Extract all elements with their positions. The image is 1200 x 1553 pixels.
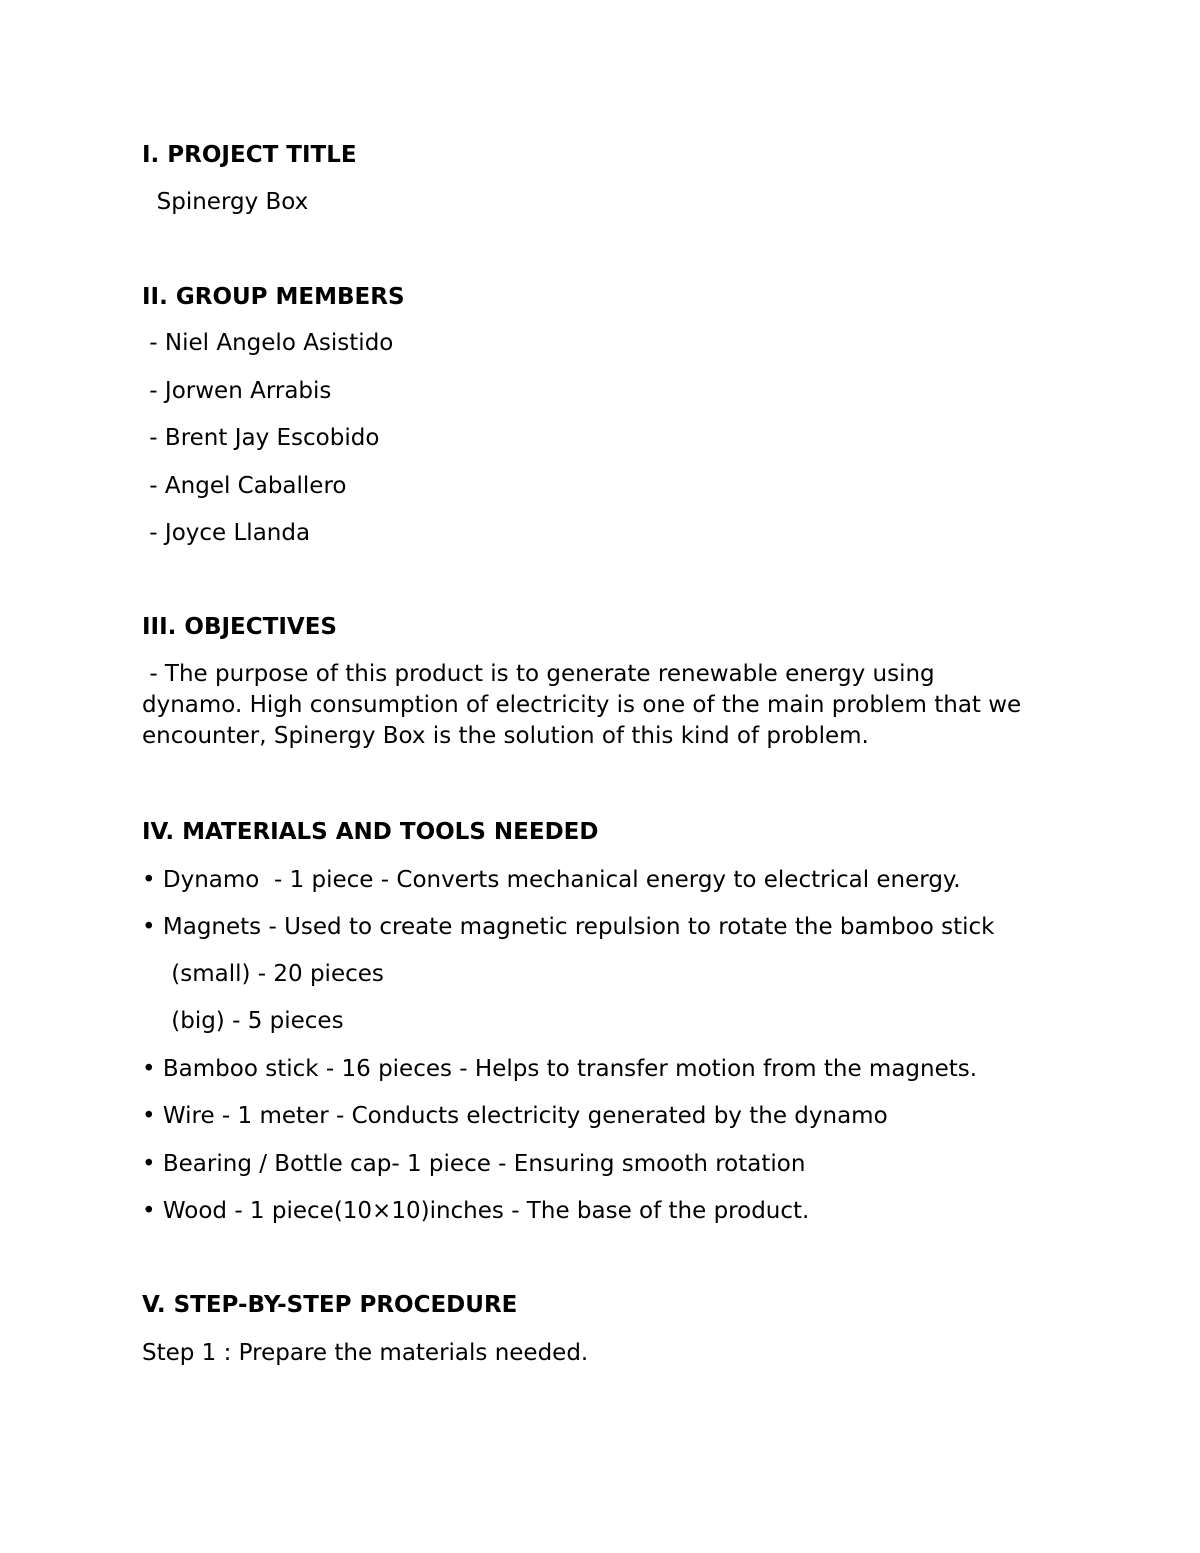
group-member-item: - Niel Angelo Asistido [142, 330, 394, 356]
material-item-dynamo: • Dynamo - 1 piece - Converts mechanical energy to electrical energy. [142, 867, 961, 893]
group-member-item: - Angel Caballero [142, 473, 347, 499]
material-subitem-small-magnets: (small) - 20 pieces [142, 961, 384, 987]
section-heading-procedure: V. STEP-BY-STEP PROCEDURE [142, 1292, 518, 1318]
group-member-item: - Joyce Llanda [142, 520, 311, 546]
section-heading-objectives: III. OBJECTIVES [142, 614, 337, 640]
group-member-item: - Jorwen Arrabis [142, 378, 332, 404]
section-heading-group-members: II. GROUP MEMBERS [142, 284, 405, 310]
material-item-bearing: • Bearing / Bottle cap- 1 piece - Ensuring smooth rotation [142, 1151, 806, 1177]
section-heading-project-title: I. PROJECT TITLE [142, 142, 357, 168]
section-heading-materials: IV. MATERIALS AND TOOLS NEEDED [142, 819, 599, 845]
group-member-item: - Brent Jay Escobido [142, 425, 380, 451]
procedure-step-1: Step 1 : Prepare the materials needed. [142, 1340, 589, 1366]
material-subitem-big-magnets: (big) - 5 pieces [142, 1008, 344, 1034]
objectives-paragraph: - The purpose of this product is to generate renewable energy using dynamo. High consumption of electricity is one of the main problem that we encounter, Spinergy Box is the solution of this kind of problem. [142, 661, 1022, 749]
material-item-bamboo-stick: • Bamboo stick - 16 pieces - Helps to transfer motion from the magnets. [142, 1056, 978, 1082]
material-item-wire: • Wire - 1 meter - Conducts electricity generated by the dynamo [142, 1103, 888, 1129]
material-item-wood: • Wood - 1 piece(10×10)inches - The base of the product. [142, 1198, 810, 1224]
material-item-magnets: • Magnets - Used to create magnetic repulsion to rotate the bamboo stick [142, 914, 995, 940]
project-title-value: Spinergy Box [142, 189, 309, 215]
